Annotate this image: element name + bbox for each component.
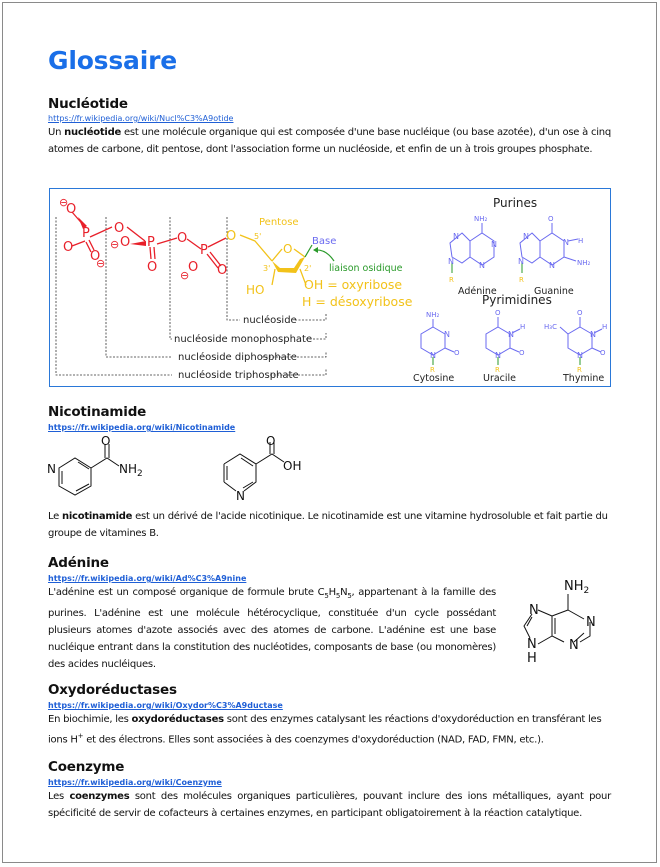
- term-bold: coenzymes: [69, 791, 130, 802]
- atom-oh: OH: [283, 459, 302, 473]
- paragraph-coenzyme: [48, 788, 611, 822]
- atom-o: O: [101, 436, 111, 448]
- sub-2: 2: [137, 469, 143, 479]
- atom-nh2: [119, 462, 143, 479]
- atom-o: O: [114, 221, 125, 236]
- subscript: 5: [347, 592, 352, 600]
- heading-nucleotide: Nucléotide: [48, 96, 128, 112]
- atom-h: H: [527, 651, 537, 665]
- atom-o: O: [548, 215, 554, 223]
- wedge-bond: [130, 241, 146, 246]
- bracket-nucleoside-right: [295, 314, 326, 320]
- atom-n: N: [479, 261, 485, 270]
- atom-n: N: [549, 261, 555, 270]
- adenine-base: [448, 215, 497, 297]
- cytosine-base: [413, 311, 460, 384]
- prime-5: 5': [254, 232, 262, 241]
- atom-n: N: [430, 351, 436, 360]
- atom-n: N: [444, 330, 450, 339]
- paragraph-oxydoreductases: [48, 711, 611, 748]
- text: sont des enzymes catalysant les réactions d'oxydoréduction en transférant les ions H: [48, 714, 602, 746]
- charge-minus: ⊖: [96, 257, 106, 270]
- text: N: [340, 587, 348, 598]
- text: En biochimie, les: [48, 714, 132, 725]
- nicotinic-acid-structure: [210, 436, 310, 502]
- prime-2: 2': [304, 264, 312, 273]
- atom-o: O: [120, 235, 131, 250]
- atom-o: O: [577, 309, 583, 317]
- page-title: Glossaire: [48, 46, 177, 75]
- atom-n: N: [495, 351, 501, 360]
- atom-o: O: [495, 309, 501, 317]
- nicotinamide-structure: [45, 436, 165, 498]
- bracket-monophosphate-left: [170, 217, 172, 339]
- atom-n: N: [453, 232, 459, 241]
- atom-n: N: [529, 603, 539, 618]
- atom-o: O: [600, 349, 606, 357]
- superscript: +: [77, 732, 84, 740]
- atom-n: N: [508, 330, 514, 339]
- thymine-label: Thymine: [563, 373, 605, 384]
- charge-minus: ⊖: [110, 238, 120, 251]
- atom-p: P: [82, 226, 90, 241]
- heading-adenine: Adénine: [48, 555, 109, 571]
- atom-r: R: [430, 366, 435, 374]
- atom-o-ring: O: [283, 242, 293, 256]
- atom-n: N: [569, 638, 579, 653]
- atom-n: N: [527, 637, 537, 652]
- heading-nicotinamide: Nicotinamide: [48, 404, 147, 420]
- atom-o: O: [66, 202, 77, 217]
- label-monophosphate: nucléoside monophosphate: [174, 334, 313, 345]
- guanine-label: Guanine: [534, 286, 574, 297]
- atom-n: N: [236, 489, 245, 502]
- oxyribose-label: OH = oxyribose: [304, 277, 403, 292]
- charge-minus: ⊖: [180, 269, 190, 282]
- label-nucleoside: nucléoside: [243, 315, 297, 326]
- atom-nh2: NH₂: [426, 311, 440, 319]
- atom-r: R: [449, 276, 454, 284]
- text: et des électrons. Elles sont associées à des coenzymes d'oxydoréduction (NAD, FAD, FMN, etc.).: [83, 734, 544, 746]
- thymine-base: [544, 309, 607, 384]
- guanine-base: [518, 215, 591, 297]
- nh-text: NH: [564, 579, 584, 594]
- pentose-label: Pentose: [259, 217, 299, 228]
- text: Un: [48, 127, 65, 138]
- paragraph-nucleotide: [48, 124, 611, 158]
- atom-o: O: [63, 240, 74, 255]
- purines-title: Purines: [493, 196, 538, 210]
- atom-o: O: [266, 436, 276, 448]
- text: est une molécule organique qui est composée d'une base nucléique (ou base azotée), d'un ose à cinq atomes de carbone, dit pentose, dont l'association forme un nucléoside, et enfin de un à trois groupes phosphate.: [48, 127, 611, 155]
- atom-nh2: [564, 579, 589, 596]
- atom-n: N: [518, 257, 524, 266]
- atom-p: P: [147, 235, 155, 250]
- atom-p: P: [200, 243, 208, 258]
- atom-n: N: [448, 257, 454, 266]
- term-bold: nicotinamide: [61, 511, 133, 522]
- charge-minus: ⊖: [59, 196, 69, 209]
- atom-n: N: [491, 240, 497, 249]
- text: Le: [48, 511, 62, 522]
- label-triphosphate: nucléoside triphosphate: [178, 370, 299, 381]
- atom-n: N: [47, 462, 56, 476]
- atom-h: H: [520, 323, 526, 331]
- nucleotide-diagram-svg: [50, 189, 609, 385]
- glycosidic-bond: [305, 245, 312, 257]
- text: L'adénine est un composé organique de formule brute C: [48, 587, 325, 598]
- heading-coenzyme: Coenzyme: [48, 759, 125, 775]
- nh-text: NH: [119, 462, 137, 476]
- term-bold: nucléotide: [64, 127, 122, 138]
- paragraph-adenine: [48, 584, 496, 673]
- atom-nh2: NH₂: [577, 259, 591, 267]
- subscript: 5: [324, 592, 329, 600]
- atom-o: O: [454, 349, 460, 357]
- sub-2: 2: [583, 586, 590, 596]
- pyrimidines-title: Pyrimidines: [482, 293, 552, 307]
- liaison-osidique-label: liaison osidique: [329, 263, 403, 274]
- cytosine-label: Cytosine: [413, 373, 455, 384]
- uracil-base: [483, 309, 525, 384]
- label-ho: HO: [246, 283, 265, 297]
- pentose-bonds: [240, 235, 306, 285]
- prime-3: 3': [263, 264, 271, 273]
- atom-o: O: [177, 231, 188, 246]
- atom-o: O: [217, 263, 228, 278]
- atom-o: O: [188, 260, 199, 275]
- term-bold: oxydoréductases: [131, 714, 224, 725]
- link-nucleotide[interactable]: https://fr.wikipedia.org/wiki/Nucl%C3%A9otide: [48, 114, 234, 123]
- atom-o: O: [90, 249, 101, 264]
- text: sont des molécules organiques particulières, pouvant inclure des ions métalliques, ayant pour spécificité de servir de cofacteurs à certaines enzymes, en participant obligatoirement à la réaction catalytique.: [48, 791, 612, 819]
- atom-n: N: [523, 232, 529, 241]
- atom-n: N: [590, 330, 596, 339]
- atom-h3c: H₃C: [544, 323, 557, 331]
- atom-o-pentose: O: [226, 229, 237, 244]
- subscript: 5: [335, 592, 341, 600]
- text: H: [328, 587, 336, 598]
- atom-r: R: [495, 366, 500, 374]
- uracil-label: Uracile: [483, 373, 517, 384]
- link-adenine[interactable]: https://fr.wikipedia.org/wiki/Ad%C3%A9nine: [48, 574, 247, 583]
- atom-r: R: [519, 276, 524, 284]
- adenine-structure: [510, 570, 610, 665]
- link-nicotinamide[interactable]: https://fr.wikipedia.org/wiki/Nicotinamide: [48, 423, 236, 432]
- label-diphosphate: nucléoside diphosphate: [178, 352, 297, 363]
- link-oxydoreductases[interactable]: https://fr.wikipedia.org/wiki/Oxydor%C3%A9ductase: [48, 701, 283, 710]
- heading-oxydoreductases: Oxydoréductases: [48, 682, 177, 698]
- atom-h: H: [602, 323, 608, 331]
- text: est un dérivé de l'acide nicotinique. Le nicotinamide est une vitamine hydrosoluble et fait partie du groupe de vitamines B.: [48, 511, 608, 539]
- atom-n: N: [563, 238, 569, 247]
- atom-h: H: [578, 237, 584, 245]
- link-coenzyme[interactable]: https://fr.wikipedia.org/wiki/Coenzyme: [48, 778, 222, 787]
- atom-n: N: [586, 615, 596, 630]
- desoxyribose-label: H = désoxyribose: [302, 294, 413, 309]
- text: Les: [48, 791, 70, 802]
- text: , appartenant à la famille des purines. L'adénine est une molécule hétérocyclique, constituée d'un cycle possédant plusieurs atomes d'azote associés avec des atomes de carbone. L'adénine est une base nucléique entrant dans la constitution des nucléotides, composants de base (ou monomères) des acides nucléiques.: [48, 587, 496, 670]
- base-label: Base: [312, 236, 337, 247]
- atom-o: O: [147, 260, 158, 275]
- adenine-label: Adénine: [458, 286, 497, 297]
- atom-r: R: [577, 366, 582, 374]
- atom-nh2: NH₂: [474, 215, 488, 223]
- nucleotide-diagram: [49, 188, 611, 387]
- arrow-head: [313, 247, 318, 253]
- atom-n: N: [577, 351, 583, 360]
- atom-o: O: [519, 349, 525, 357]
- paragraph-nicotinamide: [48, 508, 611, 542]
